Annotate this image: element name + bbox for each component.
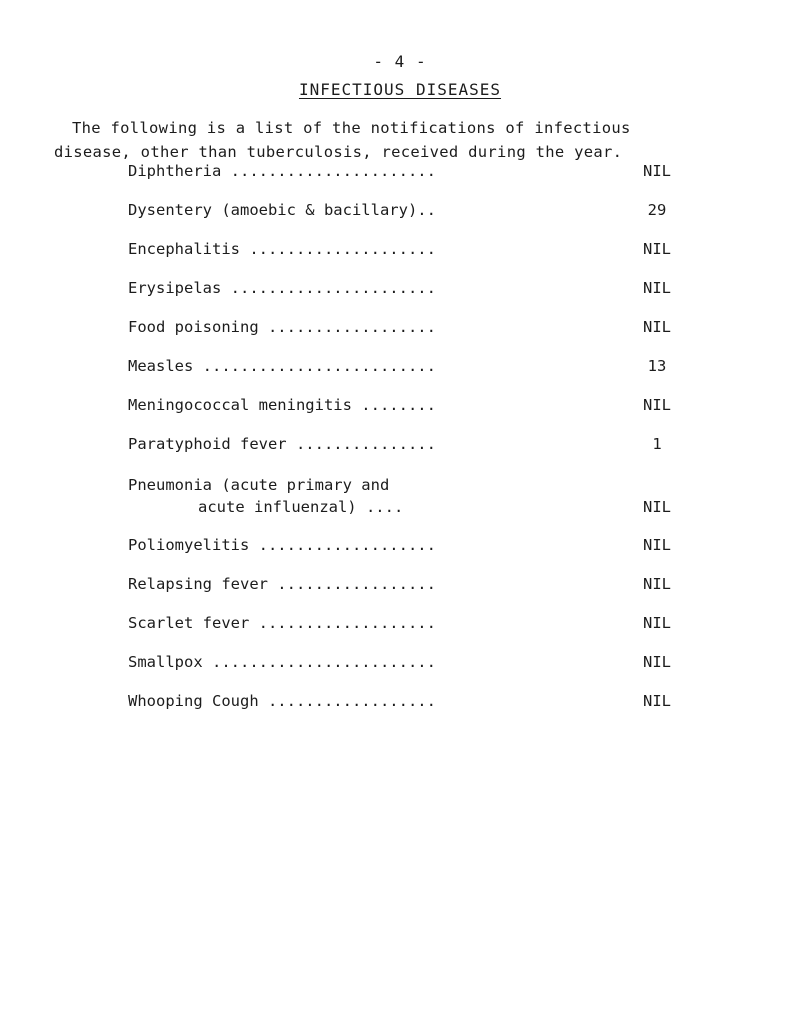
disease-label: Erysipelas ...................... (128, 279, 436, 297)
disease-count: NIL (643, 536, 671, 554)
intro-paragraph (54, 116, 762, 164)
disease-label: Diphtheria ...................... (128, 162, 436, 180)
disease-label: Meningococcal meningitis ........ (128, 396, 436, 414)
disease-label: Poliomyelitis ................... (128, 536, 436, 554)
intro-line-1: The following is a list of the notifications of infectious (72, 119, 631, 137)
list-item (128, 160, 688, 182)
disease-label: Paratyphoid fever ............... (128, 435, 436, 453)
list-item (128, 316, 688, 338)
list-item (128, 651, 688, 673)
disease-count: NIL (643, 240, 671, 258)
disease-count: NIL (643, 396, 671, 414)
disease-label: Whooping Cough .................. (128, 692, 436, 710)
disease-count: 29 (647, 201, 667, 219)
disease-count: NIL (643, 318, 671, 336)
list-item (128, 199, 688, 221)
disease-label-continued: acute influenzal) .... (198, 498, 404, 516)
section-heading-text: INFECTIOUS DISEASES (298, 80, 502, 99)
disease-count: NIL (643, 614, 671, 632)
list-item (128, 355, 688, 377)
disease-label: Dysentery (amoebic & bacillary).. (128, 201, 436, 219)
disease-label: Relapsing fever ................. (128, 575, 436, 593)
disease-label: Scarlet fever ................... (128, 614, 436, 632)
page-number: - 4 - (373, 52, 427, 71)
disease-count: NIL (643, 162, 671, 180)
list-item (128, 277, 688, 299)
disease-label: Encephalitis .................... (128, 240, 436, 258)
list-item (128, 534, 688, 556)
list-item (128, 573, 688, 595)
disease-count: NIL (643, 653, 671, 671)
disease-label: Smallpox ........................ (128, 653, 436, 671)
list-item (128, 433, 688, 455)
disease-label: Measles ......................... (128, 357, 436, 375)
disease-label: Pneumonia (acute primary and (128, 476, 390, 494)
disease-label: Food poisoning .................. (128, 318, 436, 336)
disease-count: 1 (652, 435, 662, 453)
disease-count: NIL (643, 692, 671, 710)
disease-count: NIL (643, 575, 671, 593)
disease-count: 13 (647, 357, 667, 375)
list-item (128, 612, 688, 634)
disease-count: NIL (643, 279, 671, 297)
list-item (128, 690, 688, 712)
list-item (128, 238, 688, 260)
list-item (128, 394, 688, 416)
section-heading (0, 80, 800, 99)
disease-count: NIL (643, 498, 671, 516)
list-item (128, 474, 688, 516)
intro-line-2: disease, other than tuberculosis, received during the year. (54, 143, 623, 161)
